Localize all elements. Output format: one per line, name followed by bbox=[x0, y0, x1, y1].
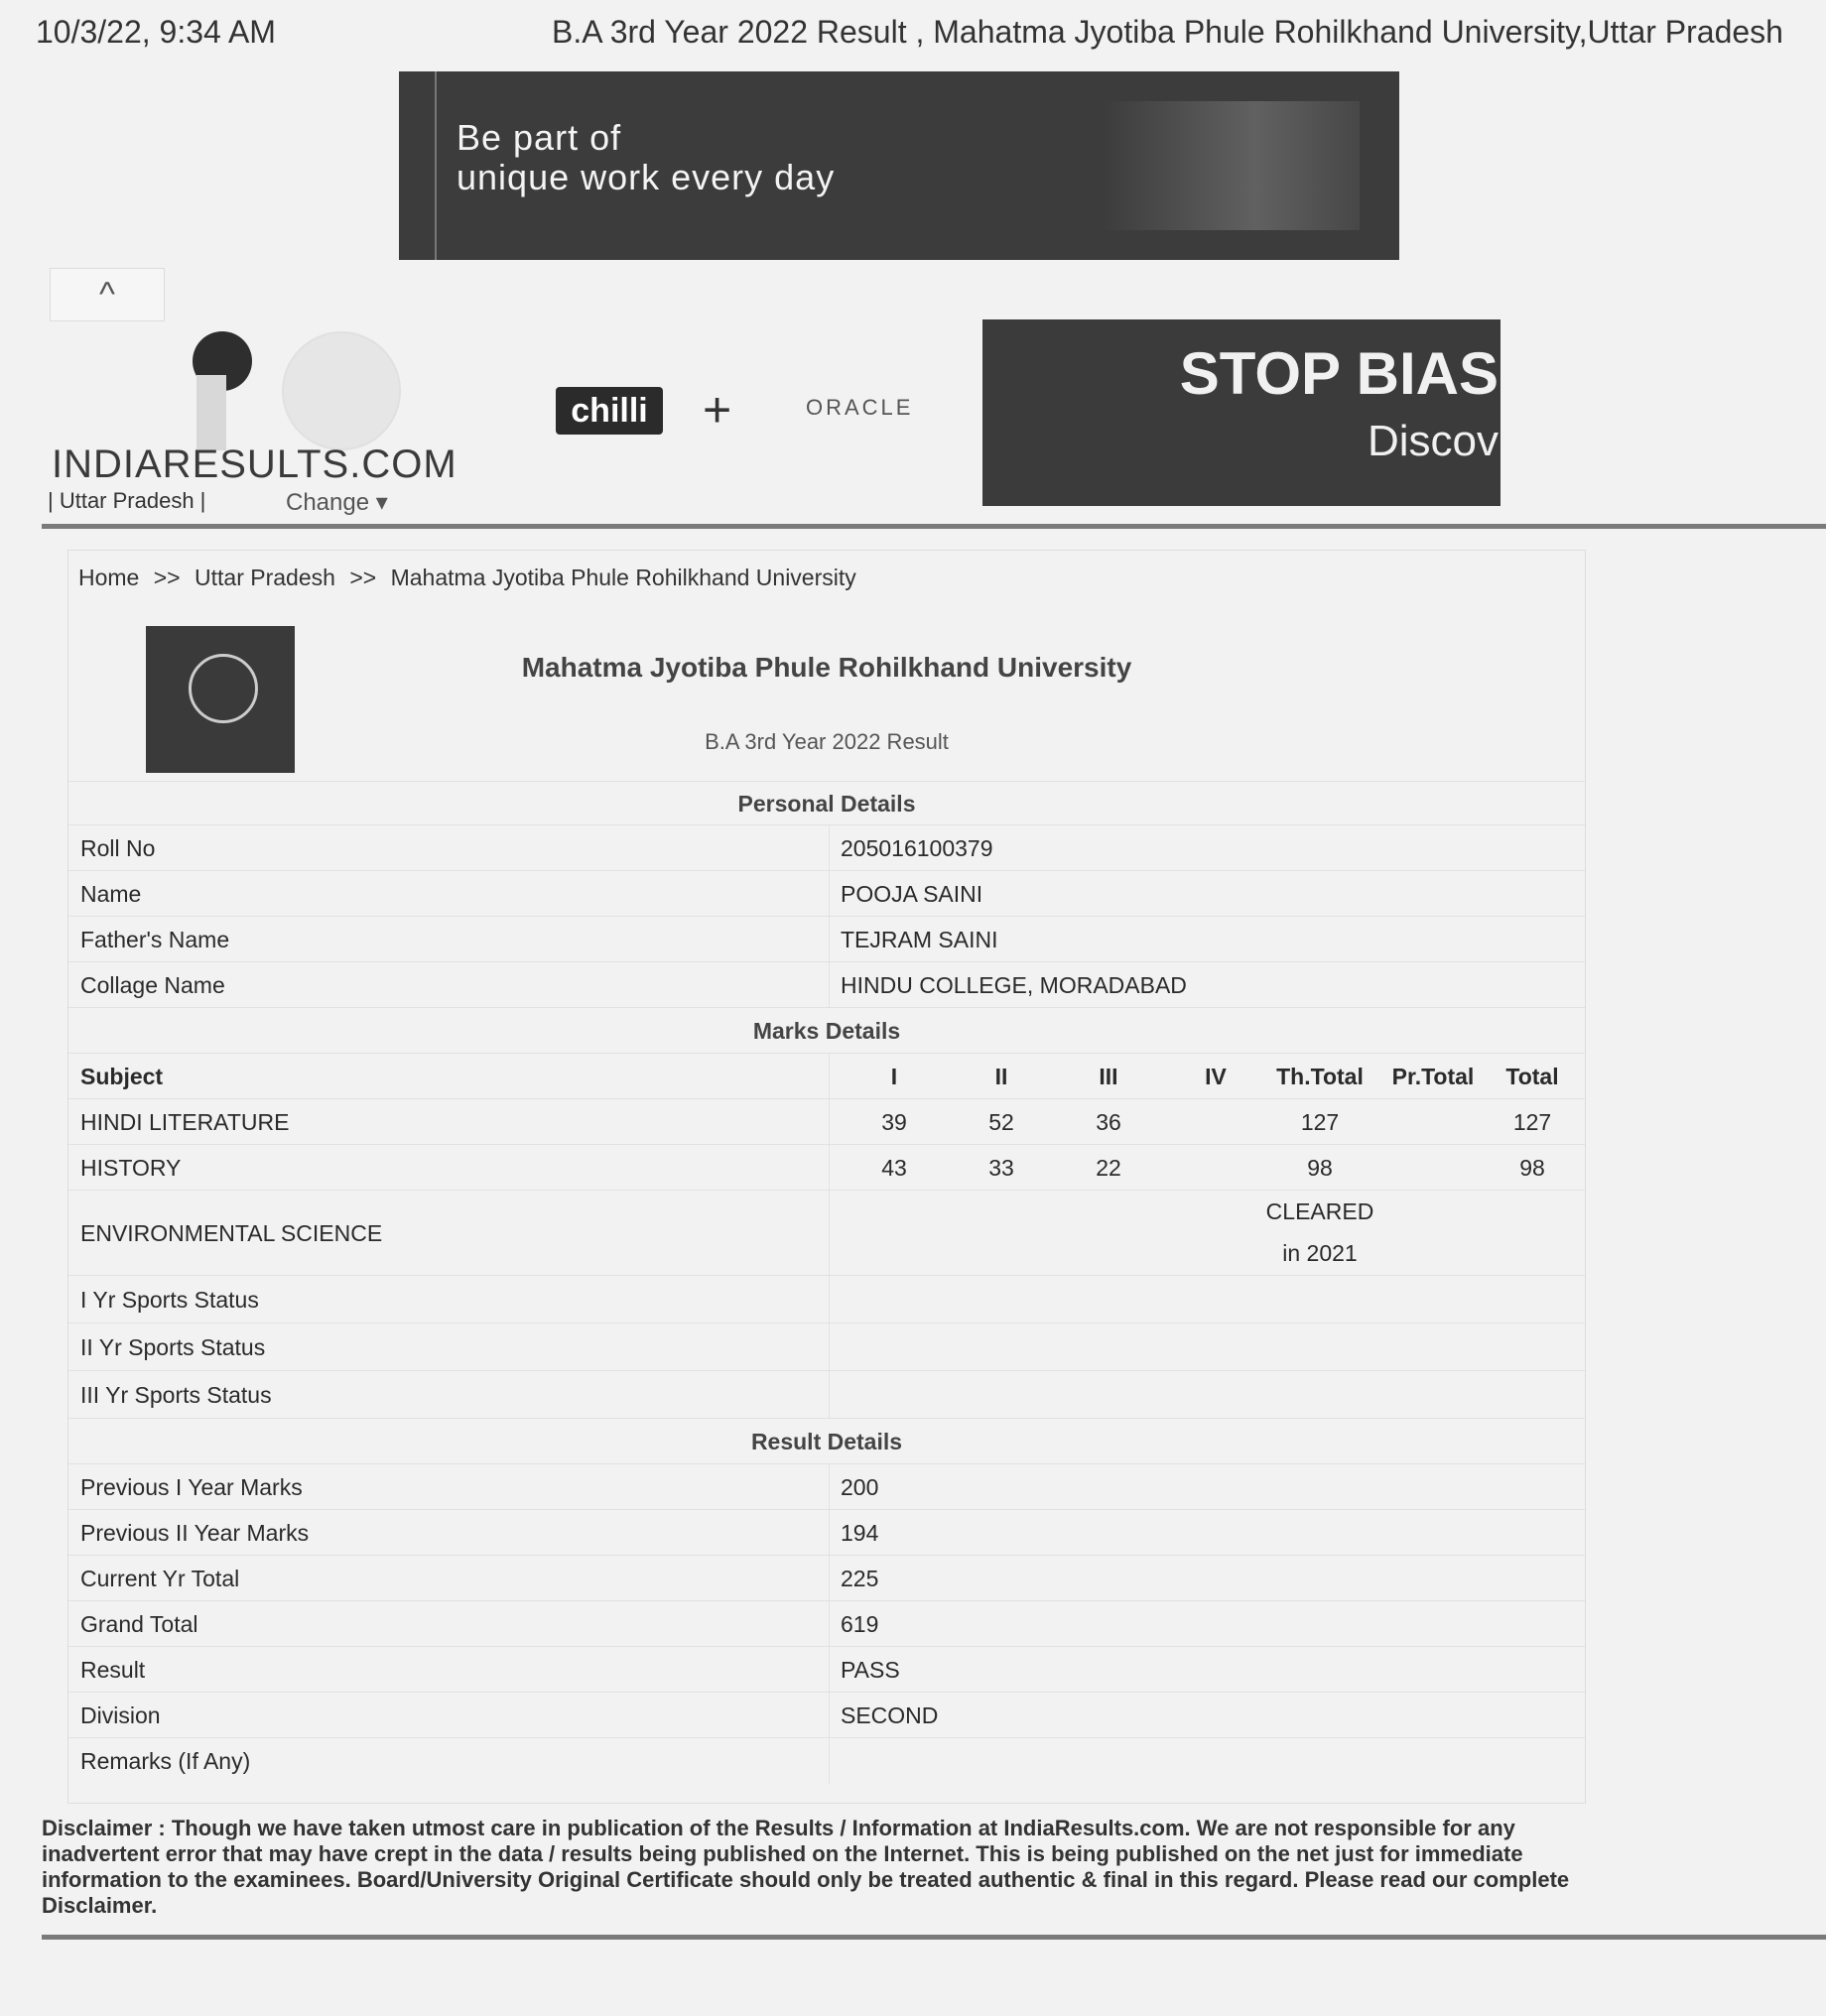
name-label: Name bbox=[80, 881, 142, 907]
result-label: Current Yr Total bbox=[80, 1566, 240, 1591]
oracle-logo: ORACLE bbox=[806, 395, 914, 420]
roll-value: 205016100379 bbox=[841, 835, 993, 861]
mark-paper-2: 52 bbox=[988, 1109, 1014, 1135]
marks-details-heading: Marks Details bbox=[68, 1007, 1585, 1054]
mark-total: 127 bbox=[1512, 1109, 1552, 1135]
father-label: Father's Name bbox=[80, 927, 230, 952]
marks-row-env bbox=[68, 1190, 1585, 1276]
subject-name: ENVIRONMENTAL SCIENCE bbox=[80, 1220, 383, 1246]
partner-logos[interactable] bbox=[556, 382, 933, 456]
result-container bbox=[67, 550, 1586, 1804]
mark-paper-1: 39 bbox=[881, 1109, 907, 1135]
result-value: 225 bbox=[841, 1566, 879, 1591]
side-banner-ad[interactable] bbox=[982, 319, 1500, 506]
breadcrumb-state[interactable]: Uttar Pradesh bbox=[195, 565, 335, 590]
mark-paper-3: 36 bbox=[1096, 1109, 1121, 1135]
result-value: 200 bbox=[841, 1474, 879, 1500]
result-label: Previous I Year Marks bbox=[80, 1474, 303, 1500]
disclaimer-text: Disclaimer : Though we have taken utmost care in publication of the Results / Information at IndiaResults.com. We are not responsible for any inadvertent error that may have crept in the data / results being published on the Internet. This is being published on the net just for immediate information to the examinees. Board/University Original Certificate should only be treated authentic & final in this regard. Please read our complete Disclaimer. bbox=[42, 1816, 1570, 1918]
subject-name: HISTORY bbox=[80, 1155, 182, 1181]
marks-row-history bbox=[68, 1144, 1585, 1191]
result-row bbox=[68, 1555, 1585, 1601]
result-row bbox=[68, 1737, 1585, 1784]
result-label: Division bbox=[80, 1702, 161, 1728]
site-logo-text[interactable]: INDIARESULTS.COM bbox=[52, 442, 457, 486]
col-th-total: Th.Total bbox=[1276, 1064, 1364, 1089]
personal-details-heading: Personal Details bbox=[68, 781, 1585, 825]
mark-paper-3: 22 bbox=[1096, 1155, 1121, 1181]
sports-label: I Yr Sports Status bbox=[80, 1287, 259, 1313]
col-subject: Subject bbox=[80, 1064, 164, 1089]
mark-paper-2: 33 bbox=[988, 1155, 1014, 1181]
father-value: TEJRAM SAINI bbox=[841, 927, 998, 952]
result-row bbox=[68, 1692, 1585, 1738]
print-title: B.A 3rd Year 2022 Result , Mahatma Jyotiba Phule Rohilkhand University,Uttar Pradesh bbox=[552, 14, 1783, 50]
col-paper-1: I bbox=[890, 1064, 898, 1089]
mark-paper-1: 43 bbox=[881, 1155, 907, 1181]
col-total: Total bbox=[1505, 1064, 1559, 1089]
result-value: PASS bbox=[841, 1657, 900, 1683]
indiaresults-logo-icon[interactable] bbox=[189, 331, 258, 450]
sports-row-3 bbox=[68, 1370, 1585, 1419]
print-date: 10/3/22, 9:34 AM bbox=[36, 14, 276, 50]
breadcrumb bbox=[78, 565, 864, 591]
breadcrumb-separator: >> bbox=[153, 565, 181, 590]
mark-th-total: 98 bbox=[1307, 1155, 1333, 1181]
ad-divider bbox=[435, 71, 437, 260]
side-ad-headline: STOP BIAS bbox=[1179, 340, 1499, 407]
col-paper-3: III bbox=[1099, 1064, 1118, 1089]
result-row bbox=[68, 1463, 1585, 1510]
col-paper-2: II bbox=[994, 1064, 1008, 1089]
result-row bbox=[68, 1646, 1585, 1693]
college-value: HINDU COLLEGE, MORADABAD bbox=[841, 972, 1187, 998]
state-label: | Uttar Pradesh | bbox=[48, 488, 206, 513]
ad-line2: unique work every day bbox=[456, 157, 836, 197]
header-divider bbox=[42, 524, 1826, 529]
print-header bbox=[36, 14, 1826, 54]
env-status-line1: CLEARED bbox=[1265, 1198, 1374, 1224]
result-row bbox=[68, 1600, 1585, 1647]
breadcrumb-home[interactable]: Home bbox=[78, 565, 140, 590]
subject-name: HINDI LITERATURE bbox=[80, 1109, 290, 1135]
university-name: Mahatma Jyotiba Phule Rohilkhand University bbox=[521, 652, 1132, 683]
sports-row-2 bbox=[68, 1323, 1585, 1371]
roll-label: Roll No bbox=[80, 835, 156, 861]
result-value: SECOND bbox=[841, 1702, 939, 1728]
change-state-link[interactable]: Change ▾ bbox=[286, 489, 388, 516]
breadcrumb-university[interactable]: Mahatma Jyotiba Phule Rohilkhand University bbox=[390, 565, 856, 590]
sports-row-1 bbox=[68, 1275, 1585, 1323]
footer-divider bbox=[42, 1935, 1826, 1940]
col-paper-4: IV bbox=[1205, 1064, 1227, 1089]
scroll-up-button[interactable]: ^ bbox=[50, 268, 165, 321]
ad-photo bbox=[1102, 101, 1360, 230]
personal-row-name bbox=[68, 870, 1585, 917]
result-row bbox=[68, 1509, 1585, 1556]
top-banner-ad[interactable] bbox=[399, 71, 1399, 260]
mark-total: 98 bbox=[1519, 1155, 1545, 1181]
env-status-line2: in 2021 bbox=[1282, 1240, 1358, 1266]
result-label: Grand Total bbox=[80, 1611, 198, 1637]
result-value: 194 bbox=[841, 1520, 879, 1546]
uttar-pradesh-map-icon bbox=[282, 331, 401, 450]
breadcrumb-separator: >> bbox=[349, 565, 377, 590]
mark-th-total: 127 bbox=[1300, 1109, 1340, 1135]
col-pr-total: Pr.Total bbox=[1391, 1064, 1475, 1089]
side-ad-subline: Discov bbox=[1367, 417, 1499, 465]
college-label: Collage Name bbox=[80, 972, 225, 998]
chilli-logo: chilli bbox=[556, 387, 663, 435]
result-label: Previous II Year Marks bbox=[80, 1520, 310, 1546]
personal-row-roll bbox=[68, 824, 1585, 871]
personal-row-father bbox=[68, 916, 1585, 962]
personal-row-college bbox=[68, 961, 1585, 1008]
marks-header-row bbox=[68, 1053, 1585, 1099]
exam-title: B.A 3rd Year 2022 Result bbox=[705, 729, 949, 754]
marks-row-hindi bbox=[68, 1098, 1585, 1145]
result-value: 619 bbox=[841, 1611, 879, 1637]
result-details-heading: Result Details bbox=[68, 1418, 1585, 1464]
ad-line1: Be part of bbox=[456, 117, 622, 158]
sports-label: II Yr Sports Status bbox=[80, 1334, 266, 1360]
result-label: Result bbox=[80, 1657, 146, 1683]
plus-sign: + bbox=[703, 382, 732, 438]
result-label: Remarks (If Any) bbox=[80, 1748, 251, 1774]
sports-label: III Yr Sports Status bbox=[80, 1382, 272, 1408]
name-value: POOJA SAINI bbox=[841, 881, 983, 907]
